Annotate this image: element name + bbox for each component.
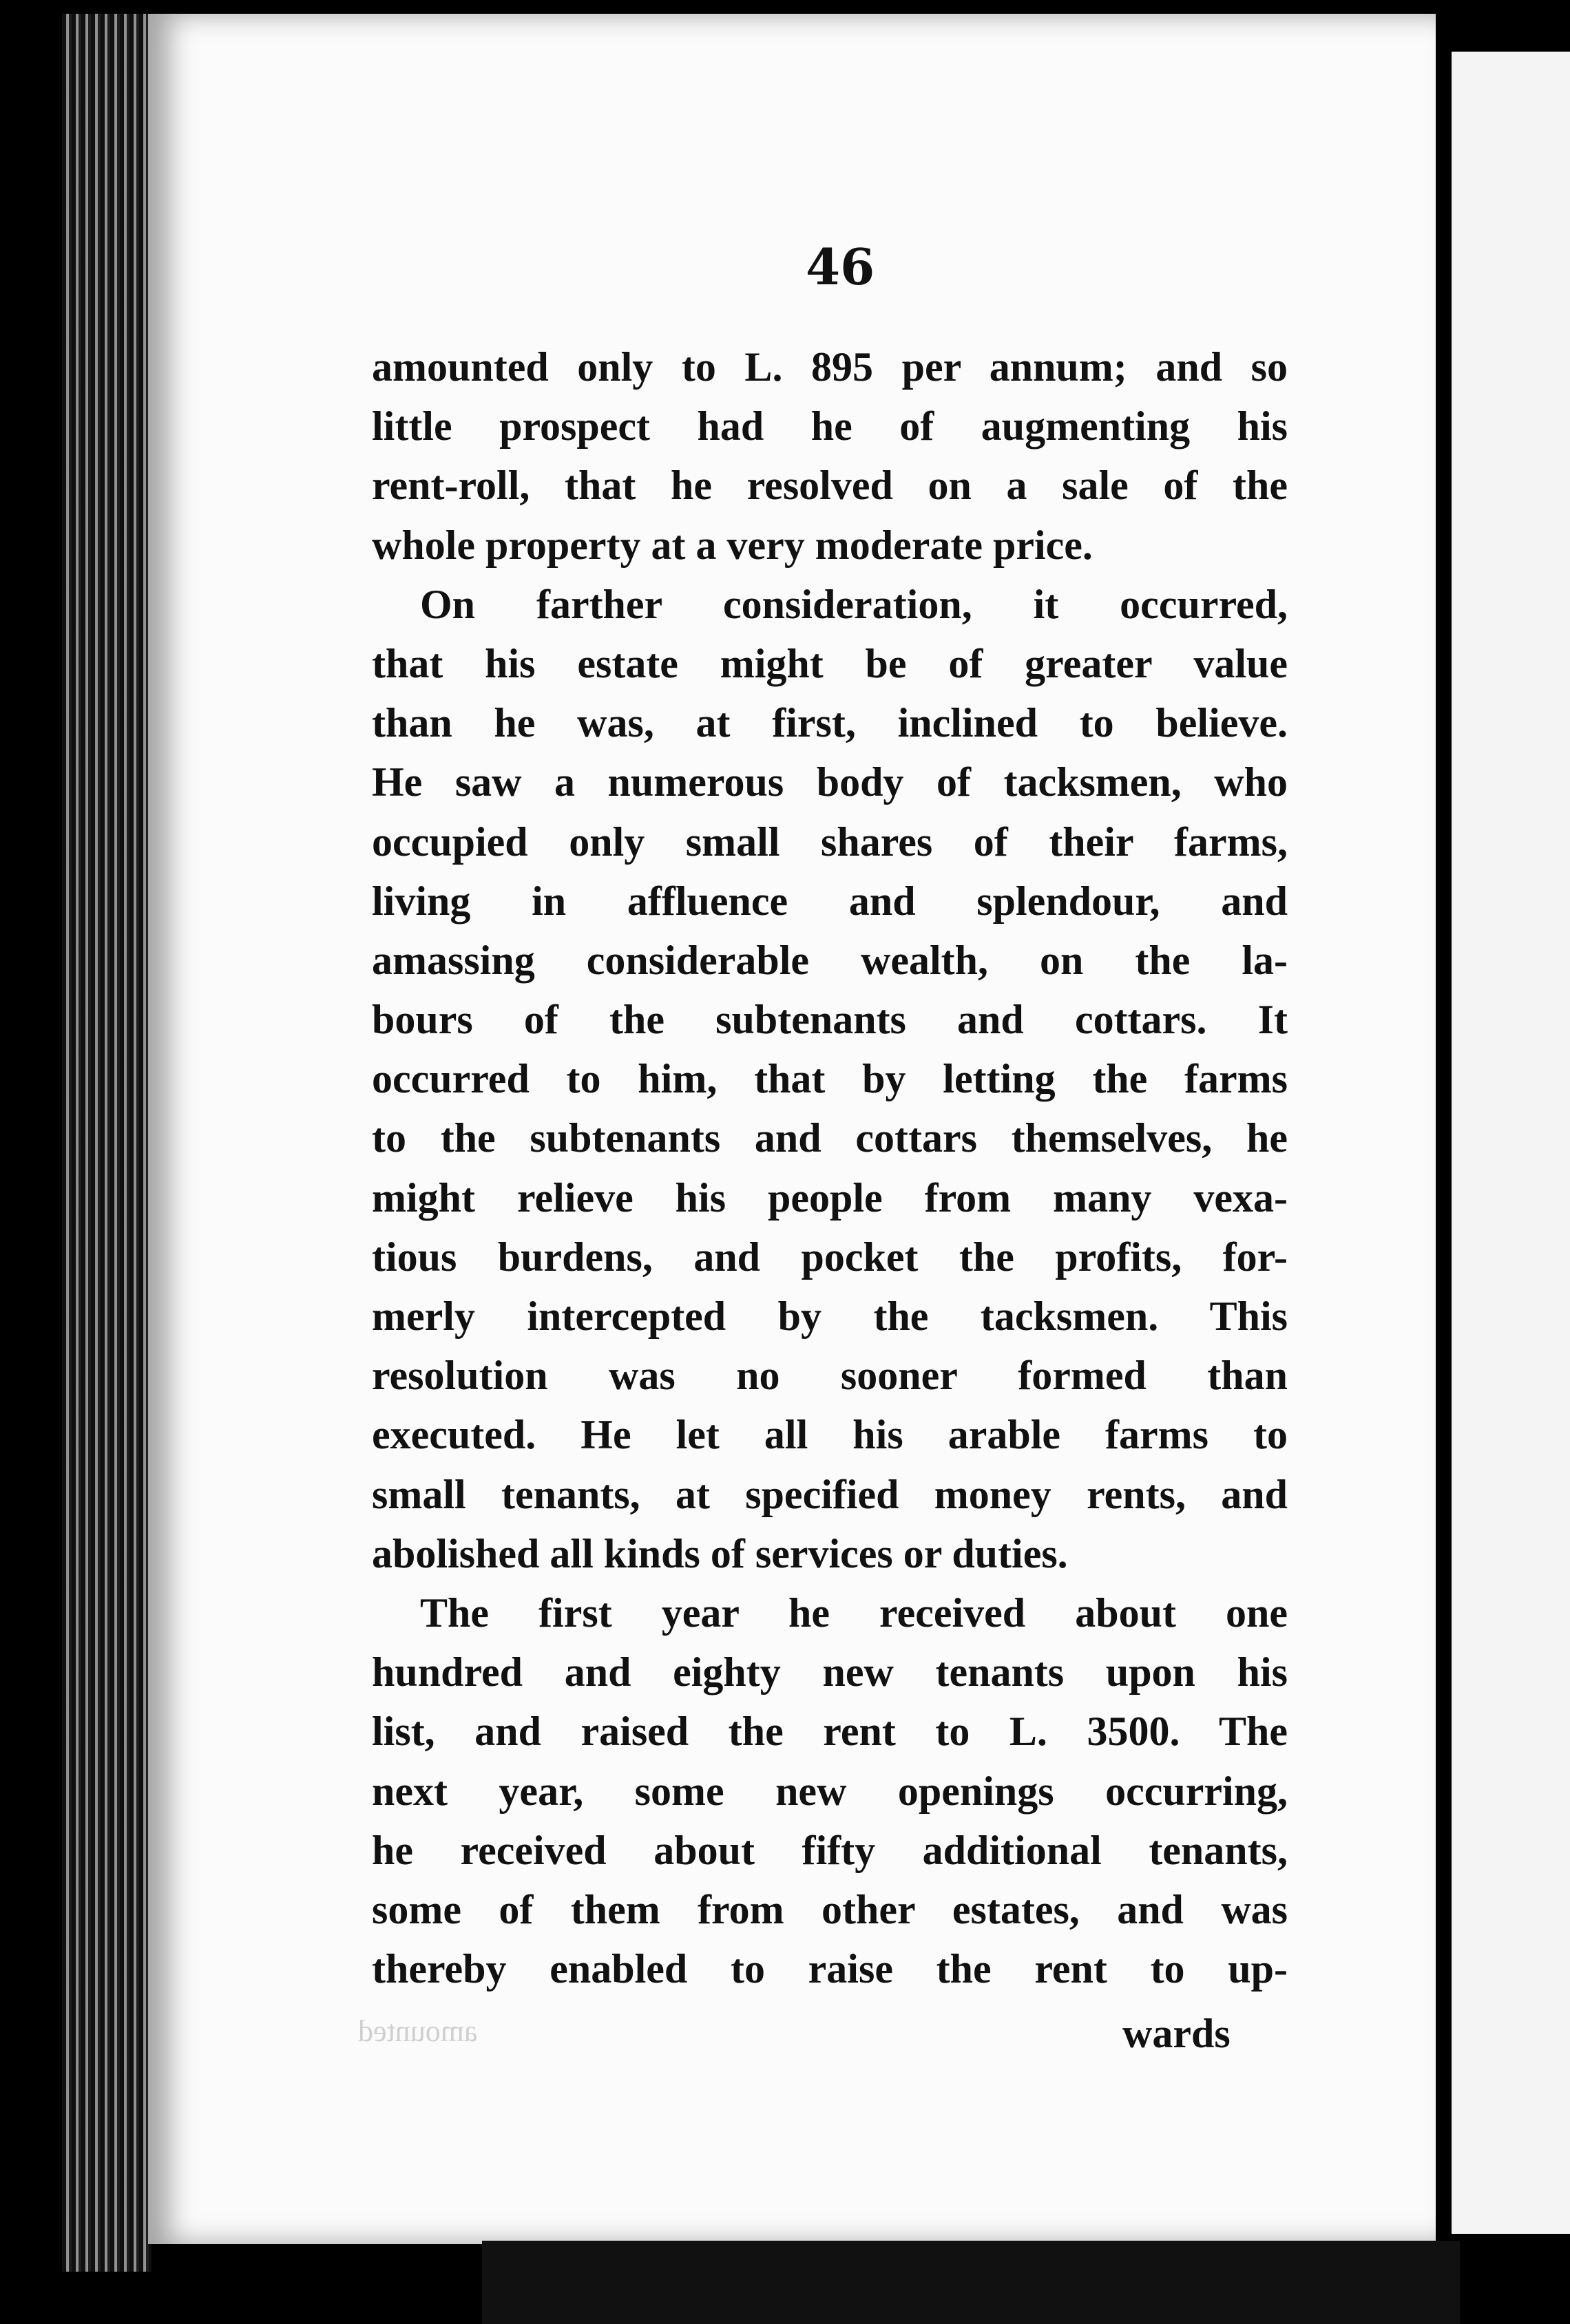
facing-page-edge [1452,52,1570,2234]
text-line: merly intercepted by the tacksmen. This [372,1293,1288,1339]
text-line: little prospect had he of augmenting his [372,403,1288,450]
text-line: some of them from other estates, and was [372,1886,1288,1932]
text-line: might relieve his people from many vexa- [372,1174,1288,1221]
text-line: hundred and eighty new tenants upon his [372,1649,1288,1696]
page-number: 46 [806,237,875,296]
bleed-through-text: amounted [358,2014,478,2048]
text-line: to the subtenants and cottars themselves, he [372,1115,1288,1161]
text-line: whole property at a very moderate price. [372,522,1093,568]
text-line: list, and raised the rent to L. 3500. The [372,1709,1288,1755]
text-line: he received about fifty additional tenants, [372,1827,1288,1873]
text-line: amassing considerable wealth, on the la- [372,937,1288,983]
text-line: occupied only small shares of their farms, [372,818,1288,865]
text-line: On farther consideration, it occurred, [420,581,1288,627]
text-line: next year, some new openings occurring, [372,1768,1288,1814]
text-line: tious burdens, and pocket the profits, for- [372,1234,1288,1280]
text-line: executed. He let all his arable farms to [372,1412,1288,1458]
text-line: resolution was no sooner formed than [372,1353,1288,1399]
text-line: than he was, at first, inclined to believe. [372,700,1288,746]
bottom-shadow [482,2241,1460,2324]
text-line: rent-roll, that he resolved on a sale of the [372,463,1288,509]
text-line: living in affluence and splendour, and [372,878,1288,924]
catchword: wards [1122,2011,1231,2056]
text-line: small tenants, at specified money rents, and [372,1471,1288,1517]
text-line: abolished all kinds of services or duties. [372,1530,1068,1576]
text-line: He saw a numerous body of tacksmen, who [372,759,1288,805]
book-gutter [62,14,151,2272]
text-line: The first year he received about one [420,1589,1288,1636]
text-line: amounted only to L. 895 per annum; and so [372,344,1288,390]
body-text [372,337,1288,1998]
text-line: that his estate might be of greater value [372,640,1288,686]
text-line: occurred to him, that by letting the farms [372,1056,1288,1102]
text-line: bours of the subtenants and cottars. It [372,997,1288,1043]
text-line: thereby enabled to raise the rent to up- [372,1946,1288,1992]
